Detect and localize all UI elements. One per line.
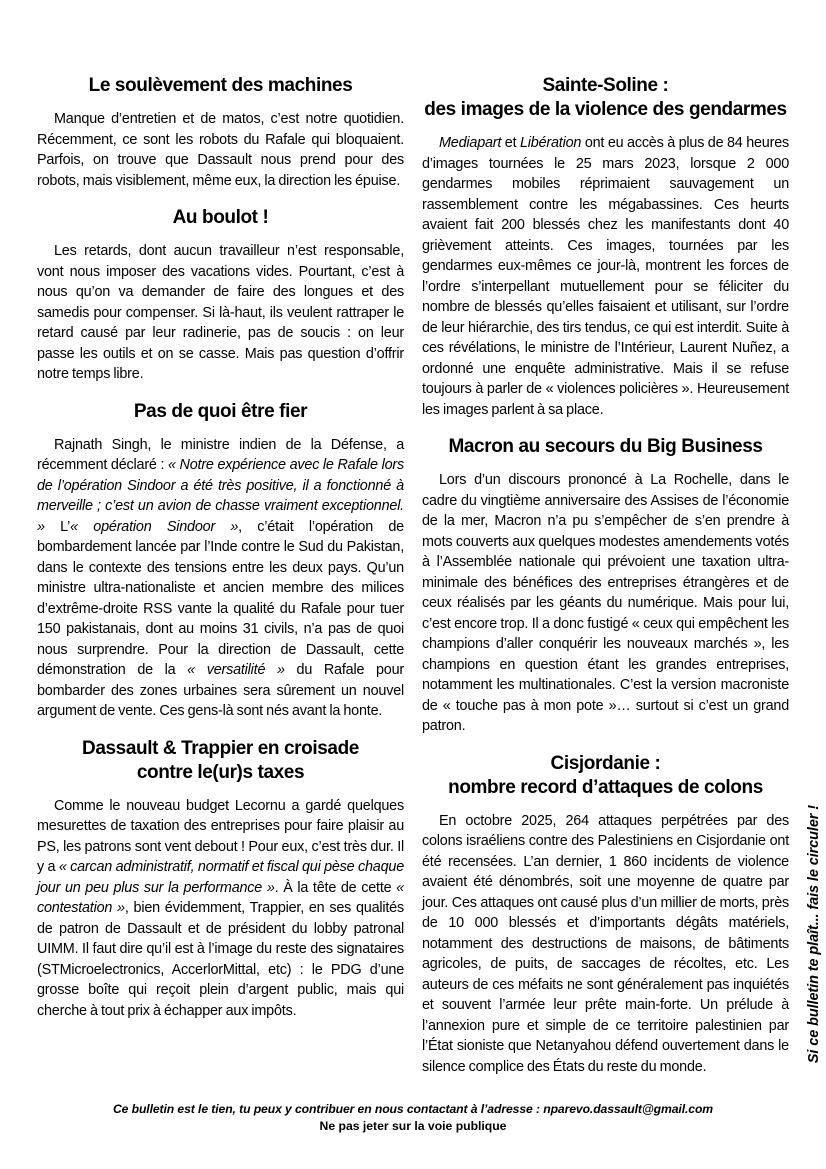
footer-public-notice: Ne pas jeter sur la voie publique [319,1119,507,1133]
text-run: et [501,135,520,151]
text-run: du Rafale pour bombarder des zones urbaines sera sûrement un nouvel argument de vente. Ces gens-là sont nés avant la honte. [37,662,404,719]
text-run: ont eu accès à plus de 84 heures d’images tournées le 25 mars 2023, lorsque 2 000 gendarmes mobiles réprimaient sauvagement un rassemblement contre les mégabassines. Ces heurts avaient fait 200 blessés chez les manifestants dont 40 grièvement atteints. Ces images, tournées par les gendarmes eux-mêmes ce jour-là, montrent les forces de l’ordre s’interpellant mutuellement pour se féliciter du nombre de blessés qu’elles faisaient et utilisant, sur l’ordre de leur hiérarchie, des tirs tendus, ce qui est interdit. Suite à ces révélations, le ministre de l’Intérieur, Laurent Nuñez, a ordonné une enquête administrative. Mais il se refuse toujours à parler de « violences policières ». Heureusement les images parlent à sa place. [422,135,790,418]
article [37,206,404,385]
italic-text-run: « Notre expérience avec le Rafale lors de l’opération Sindoor a été très positive, il a fonctionné à merveille ; c’est un avion de chasse vraiment exceptionnel. » [37,457,404,535]
text-run: Manque d’entretien et de matos, c’est notre quotidien. Récemment, ce sont les robots du Rafale qui bloquaient. Parfois, on trouve que Dassault nous prend pour des robots, mais visiblement, même eux, la direction les épuise. [37,111,404,189]
paragraph [37,796,404,1022]
article [422,752,789,1078]
left-column [37,74,404,1077]
article [422,74,789,420]
text-run: , c’était l’opération de bombardement lancée par l’Inde contre le Sud du Pakistan, dans le contexte des tensions entre les deux pays. Qu’un ministre ultra-nationaliste et ancien membre des milices d’extrême-droite RSS vante la qualité du Rafale pour tuer 150 pakistanais, dont au moins 31 civils, n’a pas de quoi nous surprendre. Pour la direction de Dassault, cette démonstration de la [37,518,404,678]
paragraph [422,133,789,420]
paragraph [37,435,404,722]
article [37,737,404,1022]
text-run: En octobre 2025, 264 attaques perpétrées par des colons israéliens contre des Palestiniens en Cisjordanie ont été recensées. L’an dernier, 1 860 incidents de violence avaient été dénombrés, soit une moyenne de quatre par jour. Ces attaques ont causé plus d’un millier de morts, près de 10 000 blessés et d’importants dégâts matériels, notamment des destructions de maisons, de bâtiments agricoles, de puits, de saccages de récoltes, etc. Les auteurs de ces méfaits ne sont généralement pas inquiétés et souvent l’armée leur prête main-forte. Un prélude à l’annexion pure et simple de ce territoire palestinien par l’État sioniste que Netanyahou défend ouvertement dans le silence complice des États du reste du monde. [422,812,789,1075]
text-run: L’ [44,518,71,535]
article-title: Cisjordanie : nombre record d’attaques de colons [448,752,763,798]
italic-text-run: Libération [520,135,582,151]
article [37,74,404,191]
italic-text-run: « carcan administratif, normatif et fiscal qui pèse chaque jour un peu plus sur la performance » [37,859,404,896]
article-title: Dassault & Trappier en croisade contre le(ur)s taxes [82,737,359,783]
text-run: Les retards, dont aucun travailleur n’est responsable, vont nous imposer des vacations vides. Pourtant, c’est à nous qu’on va demander de faire des longues et des samedis pour compenser. Si là-haut, ils veulent rattraper le retard causé par leur radinerie, pas de soucis : on leur passe les outils et on se casse. Mais pas question d’offrir notre temps libre. [37,243,404,382]
text-run: Comme le nouveau budget Lecornu a gardé quelques mesurettes de taxation des entreprises pour faire plaisir au PS, les patrons sont vent debout ! Pour eux, c’est très dur. Il y a [37,797,404,875]
text-run: , bien évidemment, Trappier, en ses qualités de patron de Dassault et de président du lobby patronal UIMM. Il faut dire qu’il est à l’image du reste des signataires (STMicroelectronics, AccerlorMittal, etc) : le PDG d’une grosse boîte qui reçoit plein d’argent public, mais qui cherche à tout prix à échapper aux impôts. [37,900,404,1019]
italic-text-run: Mediapart [439,135,502,151]
italic-text-run: « versatilité » [187,662,285,678]
article-title: Macron au secours du Big Business [448,436,763,457]
text-run: . À la tête de cette [274,879,397,896]
italic-text-run: « opération Sindoor » [70,518,239,535]
right-column [422,74,789,1077]
footer-contact-line: Ce bulletin est le tien, tu peux y contribuer en nous contactant à l’adresse : nparevo.dassault@gmail.com [112,1102,714,1116]
paragraph [422,811,789,1078]
paragraph [37,109,404,191]
italic-text-run: « contestation » [37,879,405,916]
page-footer [0,1102,826,1133]
article-title: Pas de quoi être fier [133,400,308,422]
text-run: Lors d’un discours prononcé à La Rochelle, dans le cadre du vingtième anniversaire des Assises de l’économie de la mer, Macron n’a pu s’empêcher de s’en prendre à mots couverts aux quelques modestes amendements votés à l’Assemblée nationale qui prévoient une taxation ultra-minimale des bénéfices des entreprises étrangères et de ceux réalisés par les géants du numérique. Mais pour lui, c’est encore trop. Il a donc fustigé « ceux qui empêchent les champions d’aller conquérir les nouveaux marchés », les champions en question étant les grandes entreprises, notamment les multinationales. C’est la version macroniste de « touche pas à mon pote »… surtout si c’est un grand patron. [422,472,789,734]
article-title: Le soulèvement des machines [88,75,353,96]
page-body [37,74,789,1077]
paragraph [422,470,789,737]
article [422,435,789,737]
article-title: Sainte-Soline : des images de la violence des gendarmes [424,75,787,120]
article-title: Au boulot ! [172,207,269,228]
text-run: Rajnath Singh, le ministre indien de la Défense, a récemment déclaré : [37,436,404,473]
paragraph [37,241,404,385]
circulate-vertical-note: Si ce bulletin te plaît... fais le circuler ! [806,804,822,1063]
article [37,400,404,722]
